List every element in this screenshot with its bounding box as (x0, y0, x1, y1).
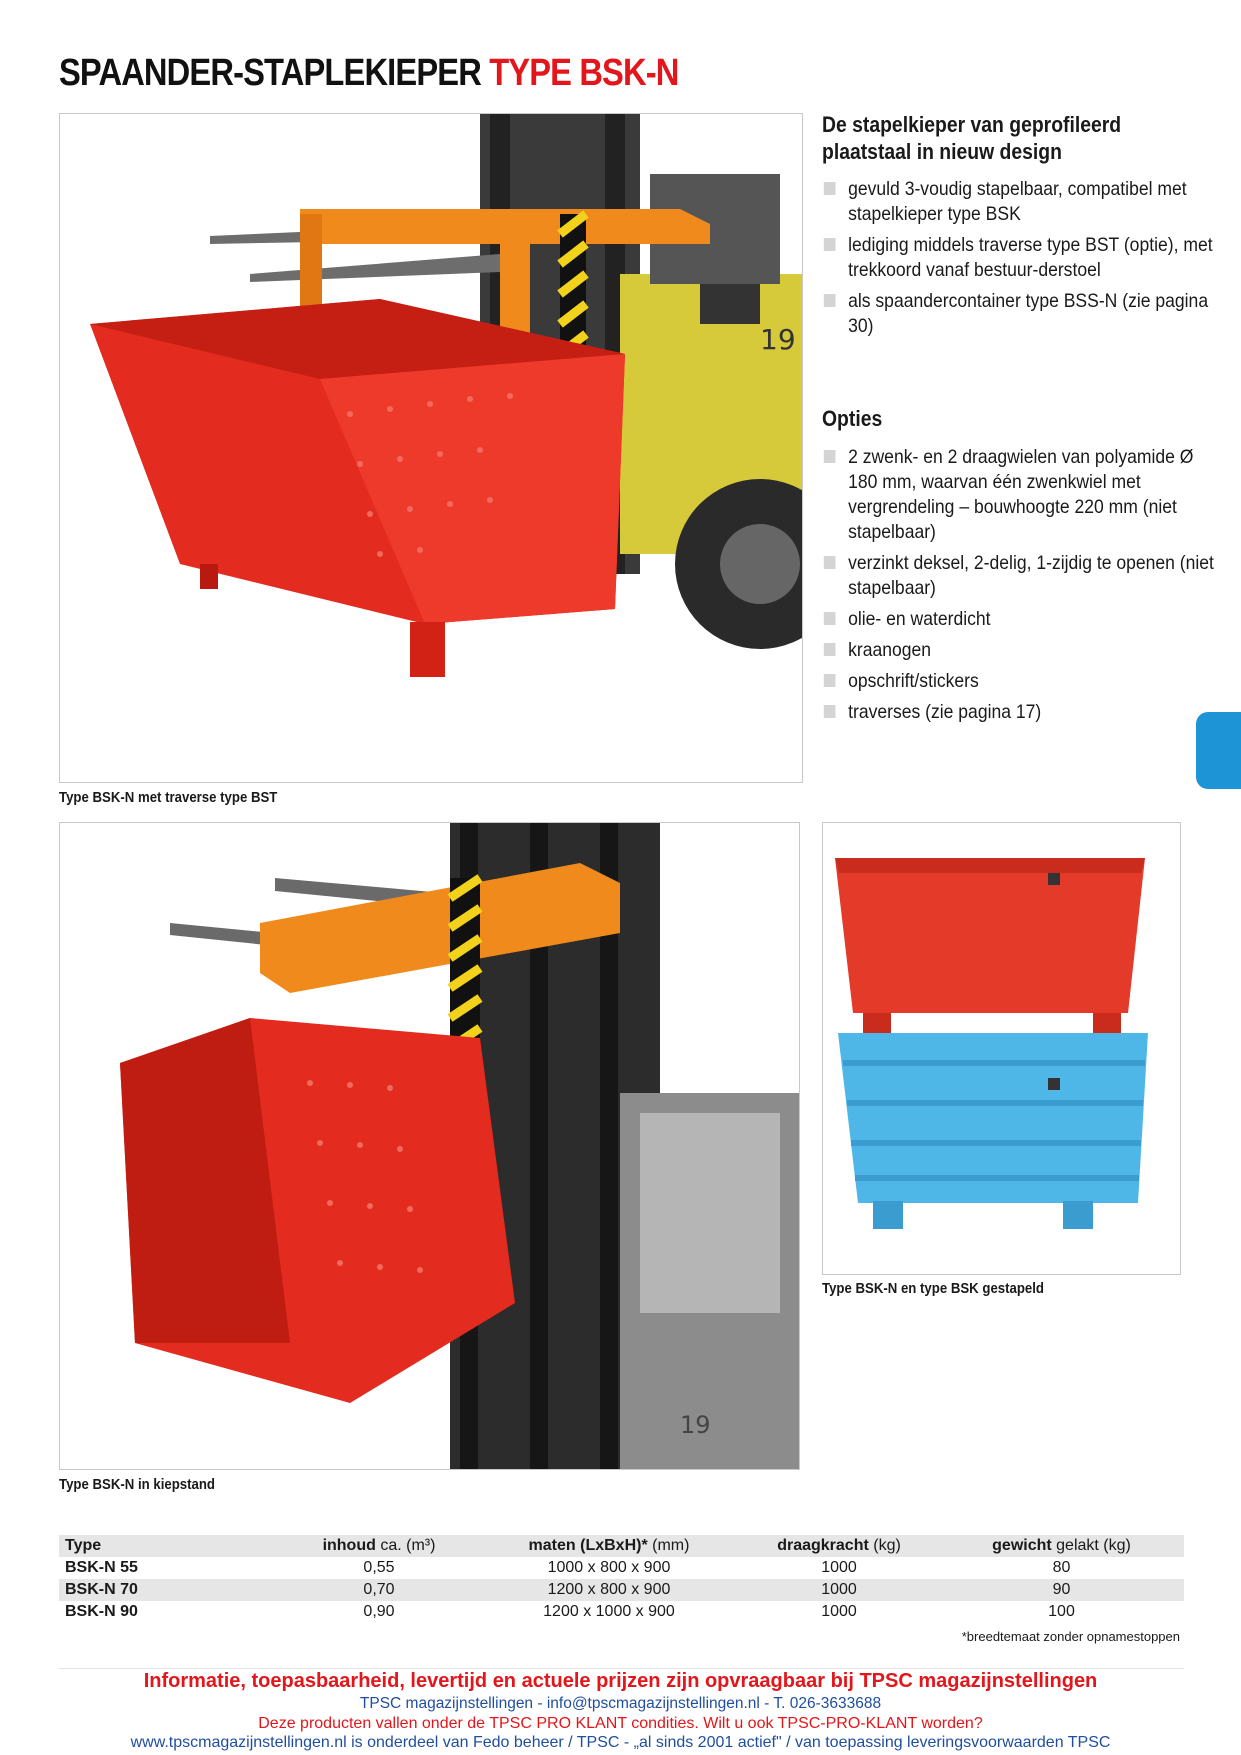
bullet-square-icon (824, 612, 836, 625)
table-row: BSK-N 90 0,90 1200 x 1000 x 900 1000 100 (65, 1603, 1075, 1620)
list-item: lediging middels traverse type BST (optie), met trekkoord vanaf bestuur-derstoel (822, 233, 1217, 283)
title-black: SPAANDER-STAPLEKIEPER (59, 52, 481, 94)
col-header: gewicht gelakt (kg) (992, 1537, 1131, 1554)
intro-heading: De stapelkieper van geprofileerd plaatstaal in nieuw design (822, 112, 1122, 164)
intro-section (822, 111, 1202, 165)
bullet-square-icon (824, 238, 836, 251)
caption-photo3: Type BSK-N en type BSK gestapeld (822, 1280, 1045, 1297)
footer-info: Informatie, toepasbaarheid, levertijd en actuele prijzen zijn opvraagbaar bij TPSC magazijnstellingen (143, 1670, 1098, 1692)
truck-number: 19 (680, 1411, 711, 1439)
list-item: olie- en waterdicht (822, 607, 1217, 632)
list-item: verzinkt deksel, 2-delig, 1-zijdig te openen (niet stapelbaar) (822, 551, 1217, 601)
col-header: maten (LxBxH)* (mm) (528, 1537, 690, 1554)
table-row: BSK-N 70 0,70 1200 x 800 x 900 1000 90 (59, 1579, 1184, 1601)
bullet-square-icon (824, 643, 836, 656)
list-item: opschrift/stickers (822, 669, 1217, 694)
table-header-row (59, 1535, 1184, 1557)
bullet-square-icon (824, 674, 836, 687)
photo-bsk-n-stacked (822, 822, 1181, 1275)
photo-bsk-n-with-traverse (59, 113, 803, 783)
list-item: traverses (zie pagina 17) (822, 700, 1217, 725)
page-title (59, 52, 679, 95)
list-item: 2 zwenk- en 2 draagwielen van polyamide Ø 180 mm, waarvan één zwenkwiel met vergrendeling – bouwhoogte 220 mm (niet stapelbaar) (822, 445, 1217, 545)
bullet-square-icon (824, 294, 836, 307)
photo-bsk-n-tipping (59, 822, 800, 1470)
footer-divider (59, 1668, 1184, 1669)
options-section (822, 405, 1202, 432)
bullet-square-icon (824, 705, 836, 718)
bullet-square-icon (824, 182, 836, 195)
footer-pro-klant: Deze producten vallen onder de TPSC PRO KLANT condities. Wilt u ook TPSC-PRO-KLANT worden? (258, 1715, 983, 1732)
bullet-square-icon (824, 450, 836, 463)
footer-website[interactable]: www.tpscmagazijnstellingen.nl is onderdeel van Fedo beheer / TPSC - „al sinds 2001 actief" / van toepassing leveringsvoorwaarden TPSC (130, 1734, 1111, 1751)
truck-number: 19 (760, 323, 796, 356)
table-footnote: *breedtemaat zonder opnamestoppen (961, 1629, 1180, 1644)
spec-table (59, 1535, 1184, 1623)
intro-list (822, 177, 1222, 345)
list-item: gevuld 3-voudig stapelbaar, compatibel met stapelkieper type BSK (822, 177, 1217, 227)
caption-photo2: Type BSK-N in kiepstand (59, 1476, 215, 1493)
bullet-square-icon (824, 556, 836, 569)
caption-photo1: Type BSK-N met traverse type BST (59, 789, 278, 806)
footer-contact[interactable]: TPSC magazijnstellingen - info@tpscmagazijnstellingen.nl - T. 026-3633688 (359, 1695, 882, 1712)
options-heading: Opties (822, 406, 883, 431)
table-row: BSK-N 55 0,55 1000 x 800 x 900 1000 80 (65, 1559, 1071, 1576)
list-item: kraanogen (822, 638, 1217, 663)
title-red: TYPE BSK-N (489, 52, 679, 94)
options-list (822, 445, 1222, 731)
col-header: inhoud ca. (m³) (322, 1537, 436, 1554)
section-tab (1196, 712, 1241, 789)
col-header: draagkracht (kg) (777, 1537, 901, 1554)
col-header: Type (65, 1537, 102, 1554)
list-item: als spaandercontainer type BSS-N (zie pagina 30) (822, 289, 1217, 339)
